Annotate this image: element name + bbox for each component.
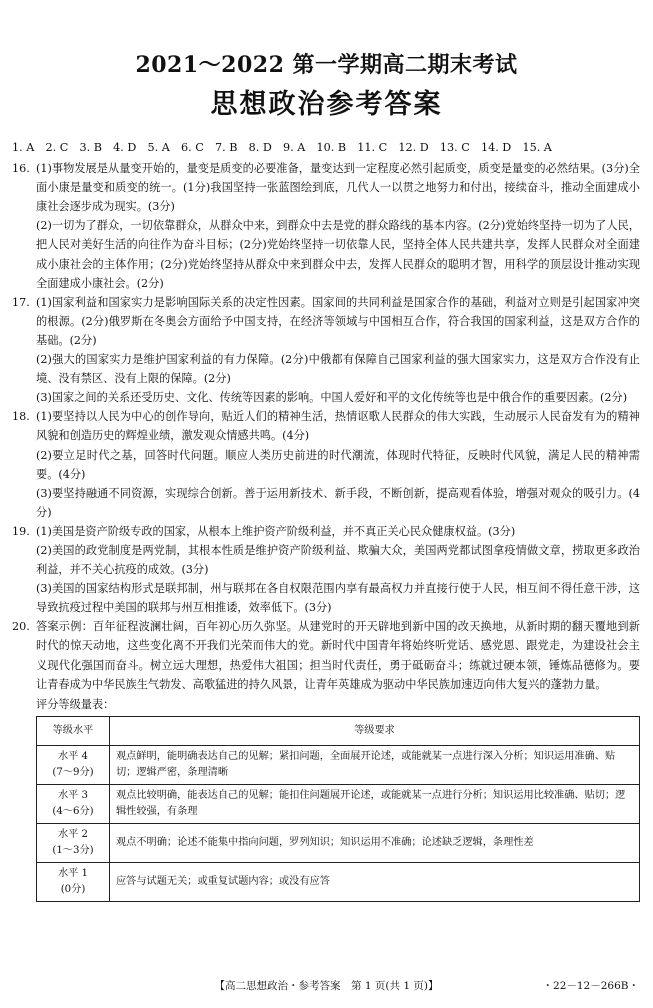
answer-paragraph: (2)一切为了群众，一切依靠群众，从群众中来，到群众中去是党的群众路线的基本内容。(2分)党始终坚持一切为了人民，把人民对美好生活的向往作为奋斗目标；(2分)党始终坚持一切依靠人民，坚持全体人民共建共享，发挥人民群众对全面建成小康社会的主体作用；(2分)党始终坚持从群众中来到群众中去，发挥人民群众的聪明才智，用科学的顶层设计推动实现全面建成小康社会。(2分) <box>36 219 640 290</box>
scoring-table-label: 评分等级量表： <box>36 697 115 711</box>
answer-paragraph: (2)强大的国家实力是维护国家利益的有力保障。(2分)中俄都有保障自己国家利益的强大国家实力，这是双方合作没有止境、没有禁区、没有上限的保障。(2分) <box>36 353 640 386</box>
requirement-cell: 观点比较明确，能表达自己的见解；能扣住问题展开论述，或能就某一点进行分析；知识运用比较准确、贴切；逻辑性较强，有条理 <box>110 784 640 823</box>
question-number: 17. <box>12 295 30 309</box>
answer-paragraph: (3)美国的国家结构形式是联邦制，州与联邦在各自权限范围内享有最高权力并直接行使于人民，相互间不得任意干涉，这导致抗疫过程中美国的联邦与州互相推诿，效率低下。(3分) <box>36 582 640 615</box>
table-header-row <box>37 716 640 745</box>
requirement-cell: 应答与试题无关；或重复试题内容；或没有应答 <box>110 862 640 901</box>
table-row <box>37 745 640 784</box>
question-16 <box>12 159 640 293</box>
level-cell: 水平 2 (1～3分) <box>37 823 110 862</box>
answer-paragraph: (1)要坚持以人民为中心的创作导向，贴近人们的精神生活，热情讴歌人民群众的伟大实践，生动展示人民奋发有为的精神风貌和创造历史的辉煌业绩，激发观众情感共鸣。(4分) <box>36 410 640 443</box>
question-number: 20. <box>12 620 30 634</box>
table-row <box>37 862 640 901</box>
requirement-cell: 观点鲜明，能明确表达自己的见解；紧扣问题，全面展开论述，或能就某一点进行深入分析；知识运用准确、贴切；逻辑严密，条理清晰 <box>110 745 640 784</box>
answer-paragraph: 答案示例：百年征程波澜壮阔，百年初心历久弥坚。从建党时的开天辟地到新中国的改天换地，从新时期的翻天覆地到新时代的惊天动地，这些变化离不开我们光荣而伟大的党。新时代中国青年将始终听党话、感党恩、跟党走，为建设社会主义现代化强国而奋斗。树立远大理想，热爱伟大祖国；担当时代责任，勇于砥砺奋斗；练就过硬本领，锤炼品德修为。要让青春成为中华民族生气勃发、高歌猛进的持久风景，让青年英雄成为驱动中华民族加速迈向伟大复兴的蓬勃力量。 <box>36 620 640 691</box>
question-17 <box>12 293 640 408</box>
level-cell: 水平 1 (0分) <box>37 862 110 901</box>
scoring-table <box>36 716 640 902</box>
answer-paragraph: (2)要立足时代之基，回答时代问题。顺应人类历史前进的时代潮流，体现时代特征，反映时代风貌，满足人民的精神需要。(4分) <box>36 448 640 481</box>
requirement-cell: 观点不明确；论述不能集中指向问题，罗列知识；知识运用不准确；论述缺乏逻辑，条理性差 <box>110 823 640 862</box>
question-number: 16. <box>12 162 30 176</box>
level-cell: 水平 4 (7～9分) <box>37 745 110 784</box>
answer-paragraph: (3)国家之间的关系还受历史、文化、传统等因素的影响。中国人爱好和平的文化传统等也是中俄合作的重要因素。(2分) <box>36 391 628 405</box>
question-18 <box>12 407 640 522</box>
question-19 <box>12 522 640 617</box>
answer-paragraph: (3)要坚持融通不同资源，实现综合创新。善于运用新技术、新手段，不断创新，提高观看体验，增强对观众的吸引力。(4分) <box>36 486 640 519</box>
title-line-2: 思想政治参考答案 <box>210 89 443 120</box>
multiple-choice-answers: 1. A 2. C 3. B 4. D 5. A 6. C 7. B 8. D 9. A 10. B 11. C 12. D 13. C 14. D 15. A <box>12 141 552 154</box>
answer-paragraph: (1)国家利益和国家实力是影响国际关系的决定性因素。国家间的共同利益是国家合作的基础，利益对立则是引起国家冲突的根源。(2分)俄罗斯在冬奥会方面给予中国支持，在经济等领域与中国相互合作，符合我国的国家利益，这是双方合作的基础。(2分) <box>36 295 640 347</box>
answer-paragraph: (2)美国的政党制度是两党制，其根本性质是维护资产阶级利益、欺骗大众，美国两党都试图拿疫情做文章，捞取更多政治利益，并不关心抗疫的成效。(3分) <box>36 543 640 577</box>
answer-content <box>12 138 640 902</box>
column-header-level: 等级水平 <box>37 716 110 745</box>
question-20 <box>12 617 640 693</box>
answer-paragraph: (1)事物发展是从量变开始的，量变是质变的必要准备，量变达到一定程度必然引起质变，质变是量变的必然结果。(3分)全面小康是量变和质变的统一。(1分)我国坚持一张蓝图绘到底，几代人一以贯之地努力和付出，接续奋斗，推动全面建成小康社会逐步成为现实。(3分) <box>36 162 640 214</box>
title-line-1: 2021～2022 第一学期高二期末考试 <box>135 52 518 78</box>
question-number: 19. <box>12 524 30 538</box>
table-row <box>37 784 640 823</box>
column-header-requirement: 等级要求 <box>110 716 640 745</box>
question-number: 18. <box>12 410 30 424</box>
footer-page-info: 【高二思想政治・参考答案 第 1 页(共 1 页)】 <box>214 980 439 992</box>
footer-code: ・22－12－266B・ <box>542 980 639 992</box>
level-cell: 水平 3 (4～6分) <box>37 784 110 823</box>
answer-paragraph: (1)美国是资产阶级专政的国家，从根本上维护资产阶级利益，并不真正关心民众健康权益。(3分) <box>36 524 516 538</box>
table-row <box>37 823 640 862</box>
